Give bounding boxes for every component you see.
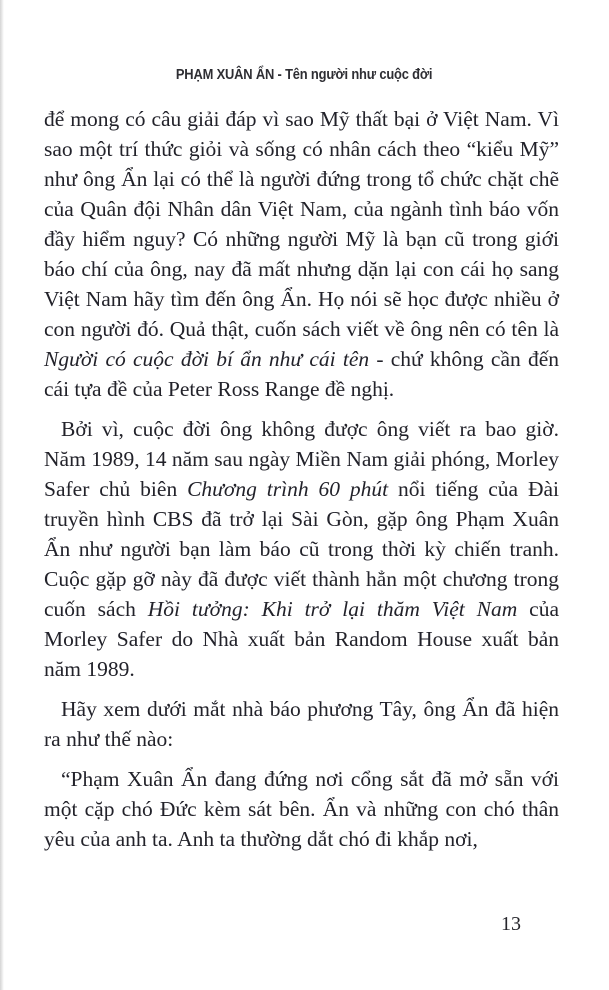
text-run: Bởi vì, cuộc đời ông không được ông viết ra bao giờ. Năm 1989, 14 năm sau ngày Miền Nam giải phóng, Morley Safer chủ biên <box>44 417 559 501</box>
running-header-text: PHẠM XUÂN ẨN - Tên người như cuộc đời <box>176 66 433 83</box>
italic-memoir-title: Hồi tưởng: Khi trở lại thăm Việt Nam <box>147 597 518 621</box>
text-run: - chứ không cần đến cái tựa đề của Peter Ross Range đề nghị. <box>44 347 560 401</box>
scan-edge-shadow <box>0 0 4 990</box>
paragraph-lead-in <box>44 694 559 754</box>
paragraph-quote <box>44 764 559 854</box>
italic-book-title: Người có cuộc đời bí ẩn như cái tên <box>44 347 370 371</box>
page-body <box>44 104 559 864</box>
paragraph-continuation <box>44 104 559 404</box>
italic-program-title: Chương trình 60 phút <box>187 477 389 501</box>
paragraph-morley-safer <box>44 414 559 684</box>
running-header <box>0 66 609 84</box>
text-run: nổi tiếng của Đài truyền hình CBS đã trở lại Sài Gòn, gặp ông Phạm Xuân Ẩn như người bạn làm báo cũ trong thời kỳ chiến tranh. Cuộc gặp gỡ này đã được viết thành hẳn một chương trong cuốn sách <box>44 477 559 621</box>
text-run: “Phạm Xuân Ẩn đang đứng nơi cổng sắt đã mở sẵn với một cặp chó Đức kèm sát bên. Ẩn và những con chó thân yêu của anh ta. Anh ta thường dắt chó đi khắp nơi, <box>44 767 559 851</box>
text-run: để mong có câu giải đáp vì sao Mỹ thất bại ở Việt Nam. Vì sao một trí thức giỏi và sống có nhân cách theo “kiểu Mỹ” như ông Ẩn lại có thể là người đứng trong tổ chức chặt chẽ của Quân đội Nhân dân Việt Nam, của ngành tình báo vốn đầy hiểm nguy? Có những người Mỹ là bạn cũ trong giới báo chí của ông, nay đã mất nhưng dặn lại con cái họ sang Việt Nam hãy tìm đến ông Ẩn. Họ nói sẽ học được nhiều ở con người đó. Quả thật, cuốn sách viết về ông nên có tên là <box>44 107 559 341</box>
text-run: của Morley Safer do Nhà xuất bản Random House xuất bản năm 1989. <box>44 597 559 681</box>
page-number: 13 <box>501 913 521 935</box>
text-run: Hãy xem dưới mắt nhà báo phương Tây, ông Ẩn đã hiện ra như thế nào: <box>44 697 559 751</box>
